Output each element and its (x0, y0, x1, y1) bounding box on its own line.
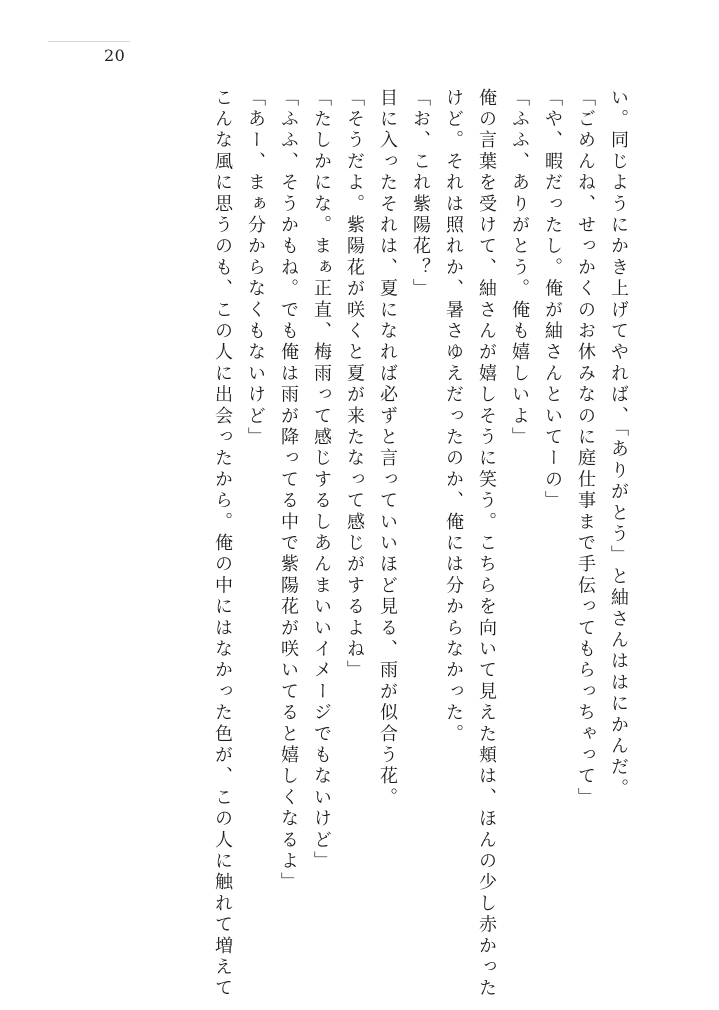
text-line: 「たしかにな。まぁ正直、梅雨って感じするしあんまいいイメージでもないけど」 (311, 88, 332, 873)
text-line: 「ごめんね、せっかくのお休みなのに庭仕事まで手伝ってもらっちゃって」 (575, 88, 596, 809)
text-line: 「あー、まぁ分からなくもないけど」 (245, 88, 266, 449)
text-line: けど。それは照れか、暑さゆえだったのか、俺には分からなかった。 (443, 88, 464, 746)
text-line: 「ふふ、ありがとう。俺も嬉しいよ」 (509, 88, 530, 449)
page-number: 20 (104, 46, 126, 65)
text-line: 目に入ったそれは、夏になれば必ずと言っていいほど見る、雨が似合う花。 (377, 88, 398, 809)
text-line: 「ふふ、そうかもね。でも俺は雨が降ってる中で紫陽花が咲いてると嬉しくなるよ」 (278, 88, 299, 894)
text-line: い。同じようにかき上げてやれば、「ありがとう」と紬さんははにかんだ。 (608, 88, 629, 800)
text-line: 「や、暇だったし。俺が紬さんといてーの」 (542, 88, 563, 512)
header-rule (48, 41, 130, 42)
vertical-body-text (75, 88, 635, 1000)
text-line: 「お、これ紫陽花？」 (410, 88, 431, 300)
text-line: 「そうだよ。紫陽花が咲くと夏が来たなって感じがするよね」 (344, 88, 365, 682)
text-line: 俺の言葉を受けて、紬さんが嬉しそうに笑う。こちらを向いて見えた頬は、ほんの少し赤かった (476, 88, 497, 1000)
text-line: こんな風に思うのも、この人に出会ったから。俺の中にはなかった色が、この人に触れて増えて (212, 88, 233, 1000)
